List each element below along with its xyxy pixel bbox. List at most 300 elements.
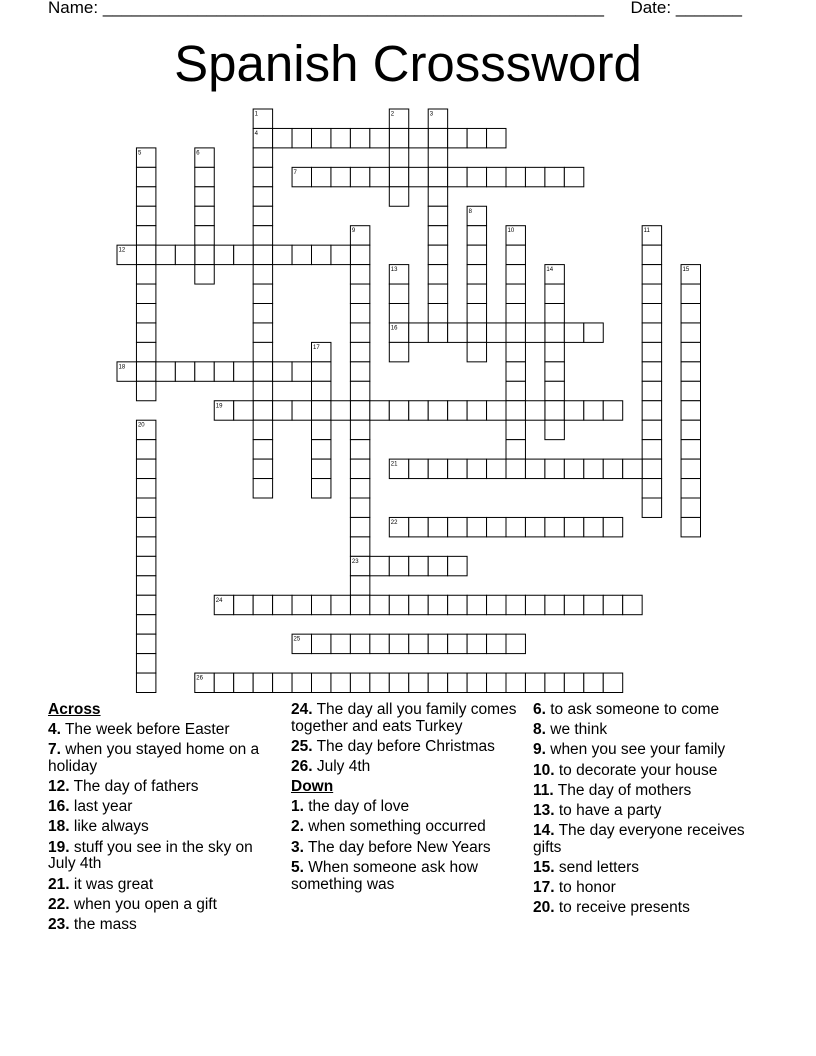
grid-cell[interactable] <box>389 556 408 575</box>
grid-cell[interactable] <box>253 673 272 692</box>
grid-cell[interactable] <box>409 673 428 692</box>
name-label: Name: <box>48 0 99 17</box>
grid-cell[interactable] <box>448 323 467 342</box>
grid-cell[interactable] <box>273 245 292 264</box>
clues-column-1 <box>48 702 276 937</box>
grid-cell[interactable] <box>428 206 447 225</box>
grid-cell[interactable] <box>273 401 292 420</box>
grid-cell[interactable] <box>195 265 214 284</box>
grid-cell[interactable] <box>195 362 214 381</box>
grid-cell[interactable] <box>350 381 369 400</box>
grid-cell[interactable] <box>525 595 544 614</box>
grid-cell[interactable] <box>409 634 428 653</box>
grid-cell[interactable] <box>564 517 583 536</box>
grid-cell[interactable] <box>564 595 583 614</box>
grid-cell[interactable] <box>253 440 272 459</box>
grid-cell[interactable] <box>253 381 272 400</box>
grid-cell[interactable] <box>312 362 331 381</box>
grid-cell[interactable] <box>195 245 214 264</box>
grid-cell[interactable] <box>350 576 369 595</box>
grid-cell[interactable] <box>584 401 603 420</box>
grid-cell[interactable] <box>506 459 525 478</box>
grid-cell[interactable] <box>467 167 486 186</box>
grid-cell[interactable] <box>350 440 369 459</box>
grid-cell[interactable] <box>136 381 155 400</box>
grid-cell[interactable] <box>506 595 525 614</box>
grid-cell[interactable] <box>428 459 447 478</box>
grid-cell[interactable] <box>428 167 447 186</box>
grid-cell[interactable] <box>584 595 603 614</box>
grid-cell[interactable] <box>350 537 369 556</box>
grid-cell[interactable] <box>331 673 350 692</box>
grid-cell[interactable] <box>253 304 272 323</box>
grid-cell[interactable] <box>350 265 369 284</box>
grid-cell[interactable] <box>292 673 311 692</box>
grid-cell[interactable] <box>389 304 408 323</box>
grid-cell[interactable] <box>389 284 408 303</box>
clue-text: The day of mothers <box>553 781 692 799</box>
grid-cell[interactable] <box>234 245 253 264</box>
grid-cell[interactable] <box>467 517 486 536</box>
grid-cell[interactable] <box>428 304 447 323</box>
grid-cell[interactable] <box>350 362 369 381</box>
grid-cell[interactable] <box>623 595 642 614</box>
grid-cell[interactable] <box>681 362 700 381</box>
grid-cell[interactable] <box>136 479 155 498</box>
grid-cell[interactable] <box>681 420 700 439</box>
grid-cell[interactable] <box>506 440 525 459</box>
grid-cell[interactable] <box>428 226 447 245</box>
grid-cell[interactable] <box>506 401 525 420</box>
grid-cell[interactable] <box>428 323 447 342</box>
grid-cell[interactable] <box>409 128 428 147</box>
grid-cell[interactable] <box>467 673 486 692</box>
grid-cell[interactable] <box>136 654 155 673</box>
grid-cell[interactable] <box>253 420 272 439</box>
grid-cell[interactable] <box>350 167 369 186</box>
grid-cell[interactable] <box>545 401 564 420</box>
grid-cell[interactable] <box>642 420 661 439</box>
grid-cell[interactable] <box>136 517 155 536</box>
grid-cell[interactable] <box>409 323 428 342</box>
grid-cell[interactable] <box>350 401 369 420</box>
grid-cell[interactable] <box>136 634 155 653</box>
grid-cell[interactable] <box>136 226 155 245</box>
grid-cell[interactable] <box>681 342 700 361</box>
grid-cell[interactable] <box>428 128 447 147</box>
grid-cell[interactable] <box>253 284 272 303</box>
grid-cell[interactable] <box>487 167 506 186</box>
grid-cell[interactable] <box>545 362 564 381</box>
grid-cell[interactable] <box>234 673 253 692</box>
clue-number: 9. <box>533 741 546 759</box>
grid-cell[interactable] <box>642 323 661 342</box>
grid-cell[interactable] <box>681 479 700 498</box>
grid-cell[interactable] <box>136 167 155 186</box>
grid-cell[interactable] <box>642 265 661 284</box>
grid-cell[interactable] <box>370 128 389 147</box>
grid-cell[interactable] <box>312 401 331 420</box>
grid-cell[interactable] <box>448 401 467 420</box>
grid-cell[interactable] <box>370 673 389 692</box>
grid-cell[interactable] <box>428 517 447 536</box>
clue-number-label: 23 <box>351 558 359 565</box>
grid-cell[interactable] <box>350 323 369 342</box>
grid-cell[interactable] <box>234 595 253 614</box>
grid-cell[interactable] <box>467 226 486 245</box>
grid-cell[interactable] <box>506 323 525 342</box>
clue-number: 16. <box>48 798 70 816</box>
grid-cell[interactable] <box>584 673 603 692</box>
grid-cell[interactable] <box>234 401 253 420</box>
grid-cell[interactable] <box>448 517 467 536</box>
grid-cell[interactable] <box>448 595 467 614</box>
grid-cell[interactable] <box>681 304 700 323</box>
grid-cell[interactable] <box>448 128 467 147</box>
grid-cell[interactable] <box>312 167 331 186</box>
grid-cell[interactable] <box>623 459 642 478</box>
grid-cell[interactable] <box>506 304 525 323</box>
grid-cell[interactable] <box>506 245 525 264</box>
grid-cell[interactable] <box>487 634 506 653</box>
grid-cell[interactable] <box>642 459 661 478</box>
grid-cell[interactable] <box>136 673 155 692</box>
grid-cell[interactable] <box>350 304 369 323</box>
grid-cell[interactable] <box>389 128 408 147</box>
grid-cell[interactable] <box>389 148 408 167</box>
grid-cell[interactable] <box>350 420 369 439</box>
grid-cell[interactable] <box>487 459 506 478</box>
grid-cell[interactable] <box>389 673 408 692</box>
grid-cell[interactable] <box>428 673 447 692</box>
grid-cell[interactable] <box>467 401 486 420</box>
grid-cell[interactable] <box>136 537 155 556</box>
grid-cell[interactable] <box>195 187 214 206</box>
grid-cell[interactable] <box>389 595 408 614</box>
grid-cell[interactable] <box>253 459 272 478</box>
grid-cell[interactable] <box>487 401 506 420</box>
grid-cell[interactable] <box>253 595 272 614</box>
grid-cell[interactable] <box>292 128 311 147</box>
grid-cell[interactable] <box>331 245 350 264</box>
grid-cell[interactable] <box>428 265 447 284</box>
grid-cell[interactable] <box>312 245 331 264</box>
grid-cell[interactable] <box>545 304 564 323</box>
grid-cell[interactable] <box>350 498 369 517</box>
grid-cell[interactable] <box>487 673 506 692</box>
grid-cell[interactable] <box>350 459 369 478</box>
grid-cell[interactable] <box>409 459 428 478</box>
grid-cell[interactable] <box>525 401 544 420</box>
grid-cell[interactable] <box>564 401 583 420</box>
grid-cell[interactable] <box>136 595 155 614</box>
grid-cell[interactable] <box>253 187 272 206</box>
grid-cell[interactable] <box>681 381 700 400</box>
grid-cell[interactable] <box>389 187 408 206</box>
grid-cell[interactable] <box>136 265 155 284</box>
grid-cell[interactable] <box>409 595 428 614</box>
grid-cell[interactable] <box>350 245 369 264</box>
grid-cell[interactable] <box>467 459 486 478</box>
grid-cell[interactable] <box>389 401 408 420</box>
clue-number-label: 19 <box>215 403 223 410</box>
grid-cell[interactable] <box>136 362 155 381</box>
grid-cell[interactable] <box>195 226 214 245</box>
grid-cell[interactable] <box>273 362 292 381</box>
grid-cell[interactable] <box>136 498 155 517</box>
clue-number-label: 14 <box>546 267 554 274</box>
grid-cell[interactable] <box>195 206 214 225</box>
grid-cell[interactable] <box>506 284 525 303</box>
grid-cell[interactable] <box>603 673 622 692</box>
grid-cell[interactable] <box>525 673 544 692</box>
grid-cell[interactable] <box>409 556 428 575</box>
grid-cell[interactable] <box>253 479 272 498</box>
grid-cell[interactable] <box>156 362 175 381</box>
grid-cell[interactable] <box>642 381 661 400</box>
grid-cell[interactable] <box>681 498 700 517</box>
grid-cell[interactable] <box>370 167 389 186</box>
grid-cell[interactable] <box>136 206 155 225</box>
grid-cell[interactable] <box>506 167 525 186</box>
grid-cell[interactable] <box>564 323 583 342</box>
grid-cell[interactable] <box>136 323 155 342</box>
grid-cell[interactable] <box>273 128 292 147</box>
grid-cell[interactable] <box>312 634 331 653</box>
grid-cell[interactable] <box>545 381 564 400</box>
grid-cell[interactable] <box>487 595 506 614</box>
grid-cell[interactable] <box>253 401 272 420</box>
grid-cell[interactable] <box>253 265 272 284</box>
grid-cell[interactable] <box>642 284 661 303</box>
grid-cell[interactable] <box>389 342 408 361</box>
grid-cell[interactable] <box>136 342 155 361</box>
grid-cell[interactable] <box>642 245 661 264</box>
grid-cell[interactable] <box>253 167 272 186</box>
grid-cell[interactable] <box>136 459 155 478</box>
grid-cell[interactable] <box>564 167 583 186</box>
grid-cell[interactable] <box>545 420 564 439</box>
grid-cell[interactable] <box>234 362 253 381</box>
grid-cell[interactable] <box>487 323 506 342</box>
grid-cell[interactable] <box>681 401 700 420</box>
grid-cell[interactable] <box>467 128 486 147</box>
grid-cell[interactable] <box>545 167 564 186</box>
grid-cell[interactable] <box>350 342 369 361</box>
grid-cell[interactable] <box>331 401 350 420</box>
grid-cell[interactable] <box>506 517 525 536</box>
clue-number: 21. <box>48 875 70 893</box>
grid-cell[interactable] <box>506 420 525 439</box>
grid-cell[interactable] <box>331 634 350 653</box>
grid-cell[interactable] <box>370 634 389 653</box>
grid-cell[interactable] <box>175 245 194 264</box>
grid-cell[interactable] <box>448 673 467 692</box>
grid-cell[interactable] <box>136 615 155 634</box>
grid-cell[interactable] <box>253 362 272 381</box>
clue-item <box>291 799 519 816</box>
clue-number-label: 25 <box>293 636 301 643</box>
grid-cell[interactable] <box>409 167 428 186</box>
grid-cell[interactable] <box>136 245 155 264</box>
grid-cell[interactable] <box>525 517 544 536</box>
grid-cell[interactable] <box>525 459 544 478</box>
grid-cell[interactable] <box>312 673 331 692</box>
grid-cell[interactable] <box>350 673 369 692</box>
grid-cell[interactable] <box>136 440 155 459</box>
grid-cell[interactable] <box>428 245 447 264</box>
grid-cell[interactable] <box>681 440 700 459</box>
grid-cell[interactable] <box>350 595 369 614</box>
grid-cell[interactable] <box>545 459 564 478</box>
grid-cell[interactable] <box>214 673 233 692</box>
grid-cell[interactable] <box>331 167 350 186</box>
grid-cell[interactable] <box>389 167 408 186</box>
grid-cell[interactable] <box>584 459 603 478</box>
grid-cell[interactable] <box>175 362 194 381</box>
grid-cell[interactable] <box>545 595 564 614</box>
grid-cell[interactable] <box>467 634 486 653</box>
grid-cell[interactable] <box>448 167 467 186</box>
grid-cell[interactable] <box>312 381 331 400</box>
grid-cell[interactable] <box>603 401 622 420</box>
grid-cell[interactable] <box>545 284 564 303</box>
grid-cell[interactable] <box>195 167 214 186</box>
grid-cell[interactable] <box>312 479 331 498</box>
grid-cell[interactable] <box>642 498 661 517</box>
grid-cell[interactable] <box>681 517 700 536</box>
grid-cell[interactable] <box>642 362 661 381</box>
grid-cell[interactable] <box>273 595 292 614</box>
grid-cell[interactable] <box>448 634 467 653</box>
grid-cell[interactable] <box>506 265 525 284</box>
clue-text: July 4th <box>312 758 371 776</box>
grid-cell[interactable] <box>136 304 155 323</box>
grid-cell[interactable] <box>136 187 155 206</box>
grid-cell[interactable] <box>312 595 331 614</box>
grid-cell[interactable] <box>525 167 544 186</box>
grid-cell[interactable] <box>467 265 486 284</box>
grid-cell[interactable] <box>603 595 622 614</box>
grid-cell[interactable] <box>467 595 486 614</box>
grid-cell[interactable] <box>156 245 175 264</box>
grid-cell[interactable] <box>370 556 389 575</box>
grid-cell[interactable] <box>253 148 272 167</box>
grid-cell[interactable] <box>253 342 272 361</box>
grid-cell[interactable] <box>564 459 583 478</box>
grid-cell[interactable] <box>331 595 350 614</box>
grid-cell[interactable] <box>428 148 447 167</box>
grid-cell[interactable] <box>506 381 525 400</box>
grid-cell[interactable] <box>350 634 369 653</box>
grid-cell[interactable] <box>545 323 564 342</box>
grid-cell[interactable] <box>214 245 233 264</box>
grid-cell[interactable] <box>506 362 525 381</box>
grid-cell[interactable] <box>564 673 583 692</box>
clue-number: 2. <box>291 818 304 836</box>
grid-cell[interactable] <box>428 284 447 303</box>
grid-cell[interactable] <box>389 634 408 653</box>
grid-cell[interactable] <box>370 401 389 420</box>
grid-cell[interactable] <box>681 459 700 478</box>
clue-text: The day all you family comes together and eats Turkey <box>291 701 517 735</box>
grid-cell[interactable] <box>487 128 506 147</box>
grid-cell[interactable] <box>253 206 272 225</box>
grid-cell[interactable] <box>292 362 311 381</box>
grid-cell[interactable] <box>273 673 292 692</box>
grid-cell[interactable] <box>428 634 447 653</box>
grid-cell[interactable] <box>428 401 447 420</box>
grid-cell[interactable] <box>312 420 331 439</box>
grid-cell[interactable] <box>350 128 369 147</box>
grid-cell[interactable] <box>253 323 272 342</box>
grid-cell[interactable] <box>467 323 486 342</box>
grid-cell[interactable] <box>584 517 603 536</box>
grid-cell[interactable] <box>253 226 272 245</box>
grid-cell[interactable] <box>603 517 622 536</box>
grid-cell[interactable] <box>642 440 661 459</box>
grid-cell[interactable] <box>603 459 622 478</box>
grid-cell[interactable] <box>487 517 506 536</box>
grid-cell[interactable] <box>312 459 331 478</box>
grid-cell[interactable] <box>642 479 661 498</box>
clue-number: 12. <box>48 777 70 795</box>
grid-cell[interactable] <box>214 362 233 381</box>
grid-cell[interactable] <box>253 245 272 264</box>
grid-cell[interactable] <box>681 284 700 303</box>
grid-cell[interactable] <box>525 323 544 342</box>
grid-cell[interactable] <box>545 517 564 536</box>
grid-cell[interactable] <box>681 323 700 342</box>
grid-cell[interactable] <box>350 284 369 303</box>
grid-cell[interactable] <box>545 673 564 692</box>
grid-cell[interactable] <box>350 517 369 536</box>
grid-cell[interactable] <box>350 479 369 498</box>
grid-cell[interactable] <box>428 187 447 206</box>
grid-cell[interactable] <box>584 323 603 342</box>
grid-cell[interactable] <box>467 284 486 303</box>
grid-cell[interactable] <box>292 595 311 614</box>
grid-cell[interactable] <box>506 673 525 692</box>
grid-cell[interactable] <box>409 517 428 536</box>
grid-cell[interactable] <box>448 459 467 478</box>
grid-cell[interactable] <box>642 401 661 420</box>
grid-cell[interactable] <box>136 284 155 303</box>
clue-number: 15. <box>533 859 555 877</box>
grid-cell[interactable] <box>506 634 525 653</box>
grid-cell[interactable] <box>467 245 486 264</box>
grid-cell[interactable] <box>409 401 428 420</box>
grid-cell[interactable] <box>312 128 331 147</box>
grid-cell[interactable] <box>292 245 311 264</box>
grid-cell[interactable] <box>312 440 331 459</box>
clue-item <box>291 819 519 836</box>
grid-cell[interactable] <box>448 556 467 575</box>
grid-cell[interactable] <box>428 595 447 614</box>
grid-cell[interactable] <box>428 556 447 575</box>
grid-cell[interactable] <box>467 342 486 361</box>
grid-cell[interactable] <box>136 576 155 595</box>
grid-cell[interactable] <box>506 342 525 361</box>
grid-cell[interactable] <box>331 128 350 147</box>
grid-cell[interactable] <box>467 304 486 323</box>
grid-cell[interactable] <box>642 304 661 323</box>
grid-cell[interactable] <box>136 556 155 575</box>
grid-cell[interactable] <box>370 595 389 614</box>
grid-cell[interactable] <box>292 401 311 420</box>
grid-cell[interactable] <box>545 342 564 361</box>
grid-cell[interactable] <box>642 342 661 361</box>
